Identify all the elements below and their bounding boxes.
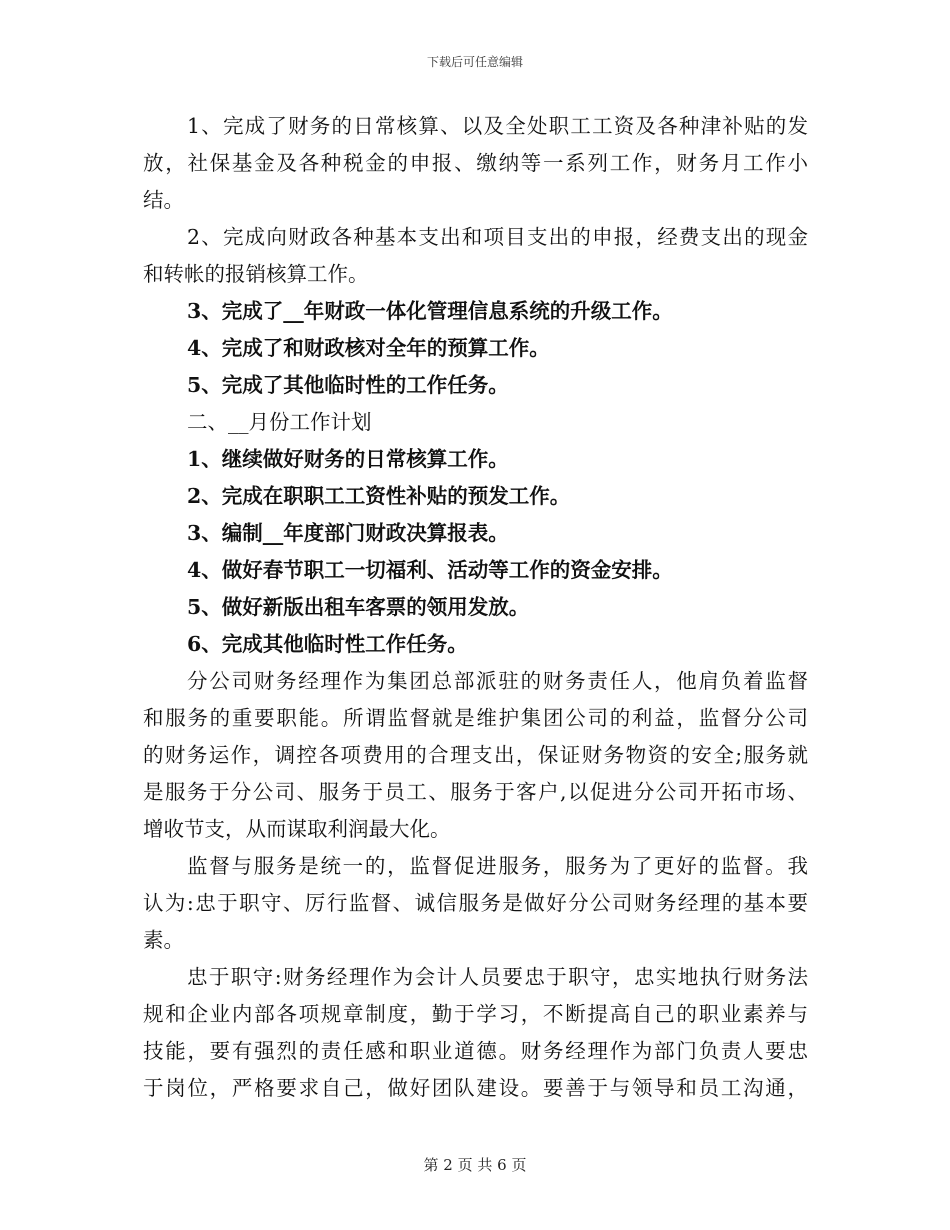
text-line: 结。 — [143, 188, 184, 212]
text-line: 放，社保基金及各种税金的申报、缴纳等一系列工作，财务月工作小 — [143, 151, 808, 175]
text-line: 认为:忠于职守、厉行监督、诚信服务是做好分公司财务经理的基本要 — [143, 891, 808, 915]
text-line: 5、做好新版出租车客票的领用发放。 — [187, 595, 530, 619]
text-line: 1、完成了财务的日常核算、以及全处职工工资及各种津补贴的发 — [187, 114, 808, 138]
text-line: 和服务的重要职能。所谓监督就是维护集团公司的利益，监督分公司 — [143, 706, 808, 730]
text-line: 分公司财务经理作为集团总部派驻的财务责任人，他肩负着监督 — [187, 669, 808, 693]
text-line: 技能，要有强烈的责任感和职业道德。财务经理作为部门负责人要忠 — [143, 1039, 808, 1063]
text-line: 的财务运作，调控各项费用的合理支出，保证财务物资的安全;服务就 — [143, 743, 808, 767]
text-line: 和转帐的报销核算工作。 — [143, 262, 369, 286]
section-heading: 二、__月份工作计划 — [187, 410, 372, 434]
text-line: 素。 — [143, 928, 184, 952]
text-line: 4、完成了和财政核对全年的预算工作。 — [187, 336, 550, 360]
text-line: 忠于职守:财务经理作为会计人员要忠于职守，忠实地执行财务法 — [187, 965, 808, 989]
text-line: 是服务于分公司、服务于员工、服务于客户,以促进分公司开拓市场、 — [143, 780, 808, 804]
text-line: 3、编制__年度部门财政决算报表。 — [187, 521, 509, 545]
text-line: 2、完成向财政各种基本支出和项目支出的申报，经费支出的现金 — [187, 225, 808, 249]
text-line: 3、完成了__年财政一体化管理信息系统的升级工作。 — [187, 299, 673, 323]
text-line: 于岗位，严格要求自己，做好团队建设。要善于与领导和员工沟通， — [143, 1076, 808, 1100]
text-line: 6、完成其他临时性工作任务。 — [187, 632, 468, 656]
text-line: 4、做好春节职工一切福利、活动等工作的资金安排。 — [187, 558, 673, 582]
text-line: 监督与服务是统一的，监督促进服务，服务为了更好的监督。我 — [187, 854, 808, 878]
header-note: 下载后可任意编辑 — [426, 55, 523, 69]
text-line: 1、继续做好财务的日常核算工作。 — [187, 447, 509, 471]
text-line: 5、完成了其他临时性的工作任务。 — [187, 373, 509, 397]
text-line: 规和企业内部各项规章制度，勤于学习，不断提高自己的职业素养与 — [143, 1002, 808, 1026]
page-footer: 第 2 页 共 6 页 — [423, 1156, 527, 1174]
text-line: 2、完成在职职工工资性补贴的预发工作。 — [187, 484, 571, 508]
text-line: 增收节支，从而谋取利润最大化。 — [143, 817, 451, 841]
document-body — [143, 108, 808, 1107]
